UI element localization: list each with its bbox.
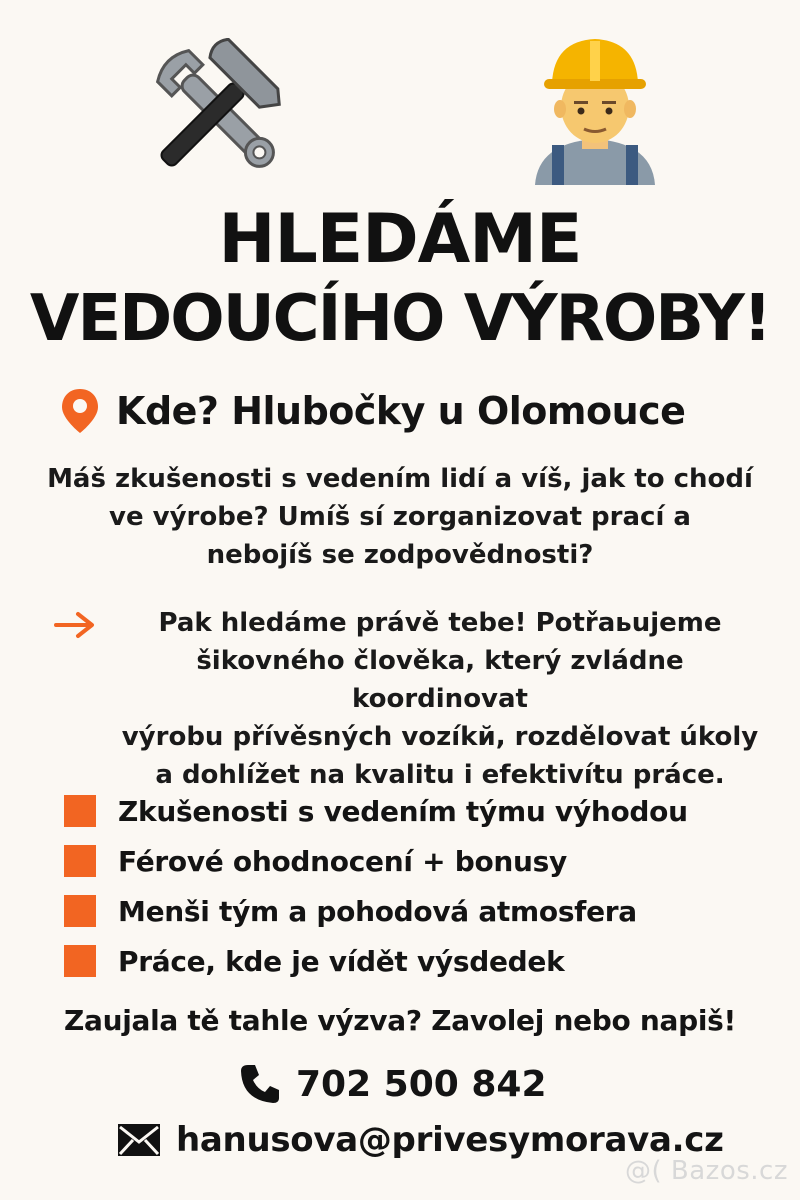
construction-worker-icon xyxy=(530,35,660,185)
location-text: Kde? Hlubočky u Olomouce xyxy=(116,389,686,433)
phone-number[interactable]: 702 500 842 xyxy=(296,1063,547,1105)
hammer-wrench-icon xyxy=(135,38,300,183)
benefit-text: Zkušenosti s vedením týmu výhodou xyxy=(118,794,688,828)
orange-square-icon xyxy=(64,795,96,827)
location-row xyxy=(60,386,685,436)
offer-line: šikovného člověka, který zvládne koordinovat xyxy=(196,646,684,714)
bazos-watermark: @( Bazos.cz xyxy=(625,1156,788,1186)
offer-line: Pak hledáme právě tebe! Potřaьujeme xyxy=(158,608,722,638)
intro-line: Máš zkušenosti s vedením lidí a víš, jak to chodí xyxy=(47,464,753,494)
list-item xyxy=(64,886,688,936)
intro-paragraph xyxy=(40,460,760,574)
benefit-text: Férové ohodnocení + bonusy xyxy=(118,844,567,878)
page-title-line2: VEDOUCÍHO VÝROBY! xyxy=(29,282,771,356)
orange-square-icon xyxy=(64,945,96,977)
list-item xyxy=(64,786,688,836)
intro-line: ve výrobe? Umíš sí zorganizovat prací a xyxy=(109,502,691,532)
location-pin-icon xyxy=(60,387,100,435)
arrow-right-icon xyxy=(54,610,98,640)
envelope-icon xyxy=(116,1122,162,1158)
benefit-text: Menši tým a pohodová atmosfera xyxy=(118,894,637,928)
phone-icon xyxy=(238,1062,282,1106)
offer-paragraph xyxy=(110,604,770,794)
email-address[interactable]: hanusova@privesymorava.cz xyxy=(176,1120,724,1160)
offer-line: výrobu přívěsných vozíkй, rozdělovat úkoly xyxy=(121,722,759,752)
call-to-action: Zaujala tě tahle výzva? Zavolej nebo napiš! xyxy=(63,1004,737,1037)
benefit-text: Práce, kde je vídět výsdedek xyxy=(118,944,565,978)
intro-line: nebojíš se zodpovědnosti? xyxy=(206,540,594,570)
benefits-list xyxy=(64,786,688,986)
orange-square-icon xyxy=(64,895,96,927)
list-item xyxy=(64,836,688,886)
offer-line: a dohlížet na kvalitu i efektivítu práce. xyxy=(155,760,725,790)
orange-square-icon xyxy=(64,845,96,877)
page-title-line1: HLEDÁME xyxy=(218,200,582,279)
phone-contact[interactable] xyxy=(238,1062,547,1106)
email-contact[interactable] xyxy=(116,1120,724,1160)
list-item xyxy=(64,936,688,986)
